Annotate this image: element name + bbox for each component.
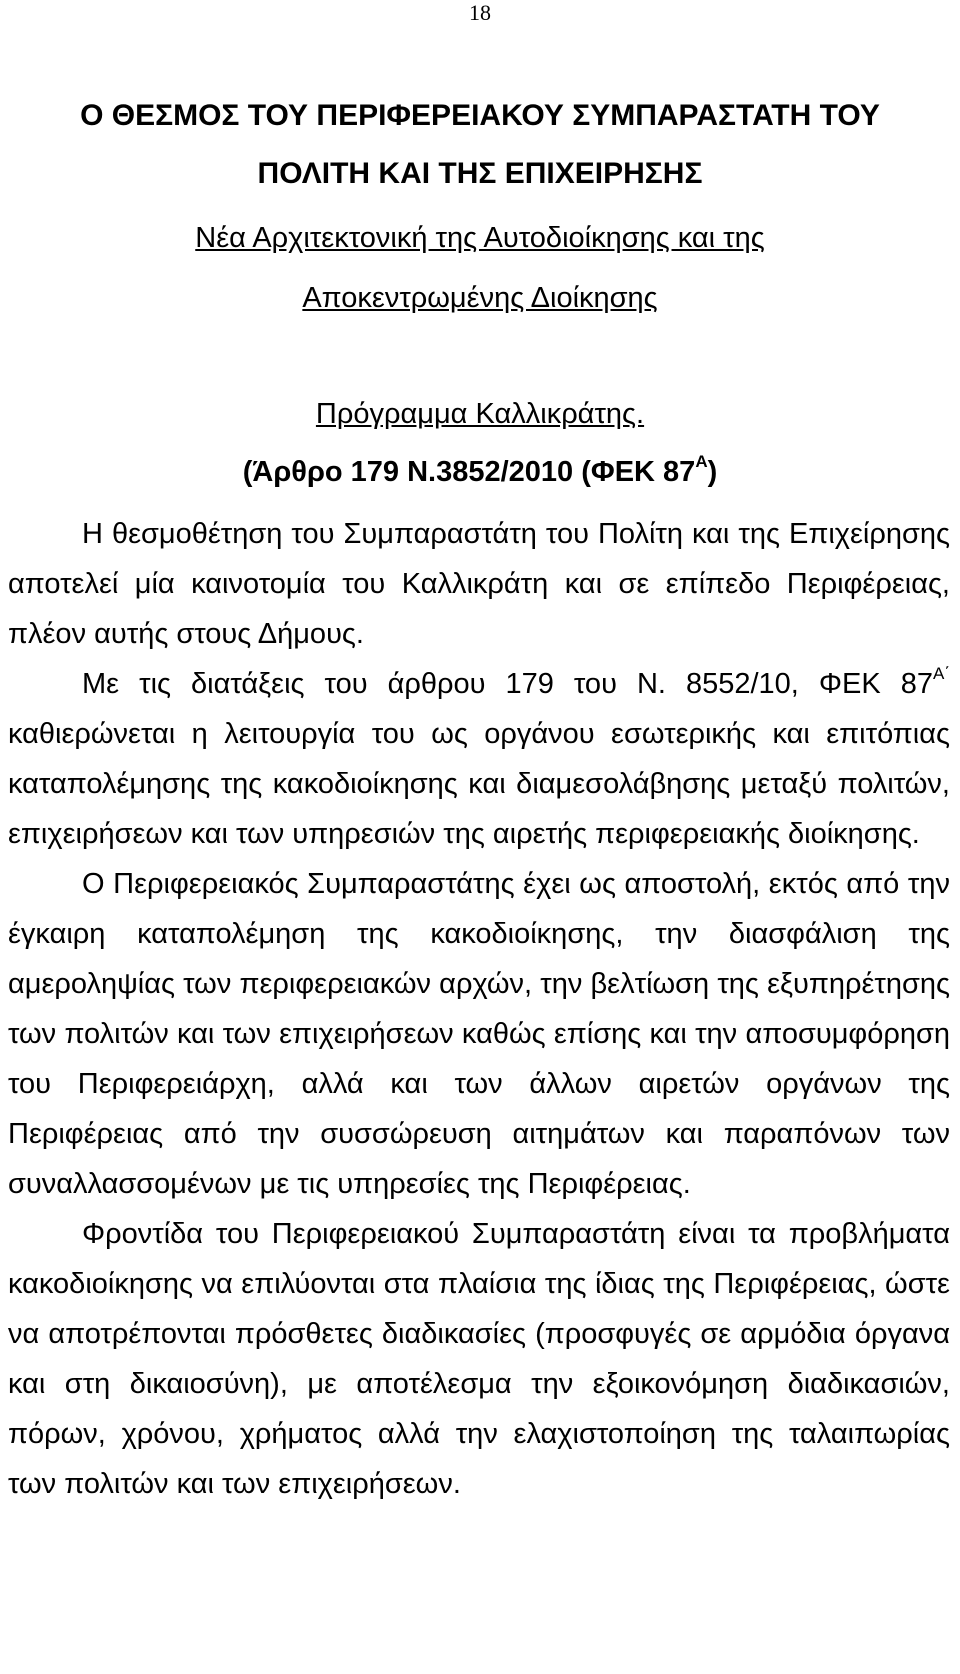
paragraph-3: Ο Περιφερειακός Συμπαραστάτης έχει ως αποστολή, εκτός από την έγκαιρη καταπολέμηση της κακοδιοίκησης, την διασφάλιση της αμεροληψίας των περιφερειακών αρχών, την βελτίωση της εξυπηρέτησης των πολιτών και των επιχειρήσεων καθώς επίσης και την αποσυμφόρηση του Περιφερειάρχη, αλλά και των άλλων αιρετών οργάνων της Περιφέρειας από την συσσώρευση αιτημάτων και παραπόνων των συναλλασσομένων με τις υπηρεσίες της Περιφέρειας.: [8, 868, 950, 1200]
article-reference: [0, 454, 960, 490]
article-reference-text: (Άρθρο 179 Ν.3852/2010 (ΦΕΚ 87: [242, 456, 696, 488]
document-title-line-2: ΠΟΛΙΤΗ ΚΑΙ ΤΗΣ ΕΠΙΧΕΙΡΗΣΗΣ: [257, 157, 703, 190]
paragraph-2-lead: Με τις διατάξεις του άρθρου 179 του Ν. 8552/10, ΦΕΚ 87: [82, 668, 933, 700]
paragraph-1: Η θεσμοθέτηση του Συμπαραστάτη του Πολίτη και της Επιχείρησης αποτελεί μία καινοτομία του Καλλικράτη και σε επίπεδο Περιφέρειας, πλέον αυτής στους Δήμους.: [8, 518, 950, 650]
document-title-line-1: Ο ΘΕΣΜΟΣ ΤΟΥ ΠΕΡΙΦΕΡΕΙΑΚΟΥ ΣΥΜΠΑΡΑΣΤΑΤΗ ΤΟΥ: [80, 99, 880, 132]
article-reference-close: ): [707, 456, 718, 488]
paragraph-4: Φροντίδα του Περιφερειακού Συμπαραστάτη είναι τα προβλήματα κακοδιοίκησης να επιλύονται στα πλαίσια της ίδιας της Περιφέρειας, ώστε να αποτρέπονται πρόσθετες διαδικασίες (προσφυγές σε αρμόδια όργανα και στη δικαιοσύνη), με αποτέλεσμα την εξοικονόμηση διαδικασιών, πόρων, χρόνου, χρήματος αλλά την ελαχιστοποίηση της ταλαιπωρίας των πολιτών και των επιχειρήσεων.: [8, 1218, 950, 1500]
body-text: [8, 509, 950, 1509]
subtitle-line-2: [0, 280, 960, 316]
subtitle-line-1-text: Νέα Αρχιτεκτονική της Αυτοδιοίκησης και της: [195, 222, 765, 254]
page-number: 18: [469, 0, 491, 25]
paragraph-2-superscript: Α΄: [933, 664, 950, 683]
subtitle-line-2-text: Αποκεντρωμένης Διοίκησης: [302, 282, 658, 314]
subtitle-line-1: [0, 220, 960, 256]
paragraph-2-rest: καθιερώνεται η λειτουργία του ως οργάνου εσωτερικής και επιτόπιας καταπολέμησης της κακοδιοίκησης και διαμεσολάβησης μεταξύ πολιτών, επιχειρήσεων και των υπηρεσιών της αιρετής περιφερειακής διοίκησης.: [8, 718, 950, 850]
program-heading: [0, 396, 960, 432]
paragraph-2: [8, 659, 950, 859]
program-heading-text: Πρόγραμμα Καλλικράτης.: [315, 398, 645, 430]
article-reference-superscript: Α: [695, 452, 708, 471]
